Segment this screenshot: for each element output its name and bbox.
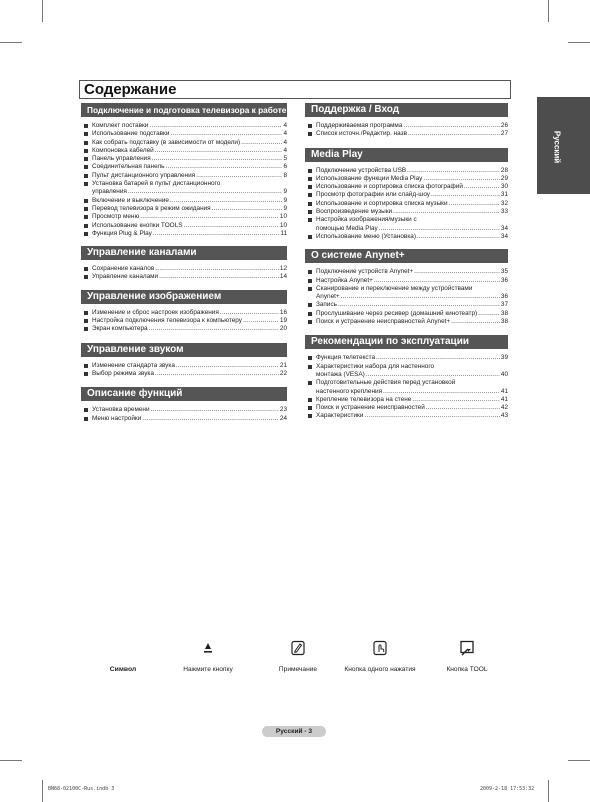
dot-leader xyxy=(426,404,500,412)
toc-page-number: 14 xyxy=(279,273,287,281)
toc-entry-title: Подключение устройств Anynet+ xyxy=(316,268,414,276)
toc-entry[interactable] xyxy=(305,404,508,412)
dot-leader xyxy=(449,200,500,208)
toc-page-number: 21 xyxy=(279,361,287,369)
square-bullet-icon xyxy=(308,185,312,189)
language-side-tab xyxy=(537,97,590,194)
dot-leader xyxy=(151,406,279,414)
toc-page-number: 41 xyxy=(500,387,508,395)
toc-entry[interactable] xyxy=(81,273,287,281)
dot-leader xyxy=(183,222,278,230)
side-tab-label: Русский xyxy=(552,130,562,164)
toc-page-number: 16 xyxy=(279,308,287,316)
toc-entry-title: Поиск и устранение неисправностей Anynet+ xyxy=(316,318,451,326)
toc-entry-title: Установка времени xyxy=(92,406,150,414)
toc-entry-title: Подключение устройства USB xyxy=(316,166,407,174)
toc-section xyxy=(305,103,508,139)
toc-entry[interactable] xyxy=(81,265,287,273)
dot-leader xyxy=(170,197,282,205)
toc-page-number: 34 xyxy=(500,224,508,232)
square-bullet-icon xyxy=(84,311,88,315)
toc-entry-title: Воспроизведение музыки xyxy=(316,208,393,216)
square-bullet-icon xyxy=(308,210,312,214)
dot-leader xyxy=(155,265,279,273)
dot-leader xyxy=(196,172,282,180)
toc-page-number: 5 xyxy=(283,155,287,163)
toc-entry-title: Компоновка кабелей xyxy=(92,146,154,154)
dot-leader xyxy=(166,163,283,171)
square-bullet-icon xyxy=(84,124,88,128)
toc-entry-title-cont: управления xyxy=(92,188,127,196)
dot-leader xyxy=(464,183,500,191)
toc-page-number: 11 xyxy=(280,229,287,237)
dot-leader xyxy=(140,213,279,221)
toc-entry-title: Изменение стандарта звука xyxy=(92,361,175,369)
toc-page-number: 4 xyxy=(283,130,287,138)
dot-leader xyxy=(417,233,500,241)
toc-entry[interactable] xyxy=(81,362,287,370)
square-bullet-icon xyxy=(84,174,88,178)
toc-entry-title-cont: настенного крепления xyxy=(316,387,383,395)
toc-entry-title: Сканирование и переключение между устройствами xyxy=(316,284,473,292)
toc-entry-title-cont: помощью Media Play xyxy=(316,224,378,232)
toc-page-number: 22 xyxy=(279,369,287,377)
toc-section xyxy=(305,249,508,326)
toc-entry[interactable] xyxy=(305,396,508,404)
square-bullet-icon xyxy=(308,414,312,418)
square-bullet-icon xyxy=(84,157,88,161)
toc-page-number: 30 xyxy=(500,183,508,191)
toc-entry-title: Настройка подключения телевизора к компьютеру xyxy=(92,317,242,325)
section-heading: Управление звуком xyxy=(81,343,287,357)
toc-entry[interactable] xyxy=(81,406,287,414)
section-heading: Media Play xyxy=(305,148,508,162)
toc-entry[interactable] xyxy=(305,301,508,309)
toc-entry-title-cont: монтажа (VESA) xyxy=(316,370,365,378)
toc-entry[interactable] xyxy=(81,139,287,147)
dot-leader xyxy=(364,412,500,420)
toc-page-number: 27 xyxy=(500,130,508,138)
symbol-legend xyxy=(0,640,590,680)
toc-entry[interactable] xyxy=(81,213,287,221)
toc-entry[interactable] xyxy=(305,200,508,208)
toc-page-number: 32 xyxy=(500,199,508,207)
toc-page-number: 43 xyxy=(500,412,508,420)
dot-leader xyxy=(403,122,500,130)
dot-leader xyxy=(159,273,279,281)
square-bullet-icon xyxy=(84,215,88,219)
dot-leader xyxy=(376,354,500,362)
toc-section xyxy=(81,387,287,423)
square-bullet-icon xyxy=(308,303,312,307)
dot-leader xyxy=(383,388,500,396)
toc-page-number: 42 xyxy=(500,404,508,412)
dot-leader xyxy=(338,301,500,309)
dot-leader xyxy=(379,225,500,233)
toc-entry[interactable] xyxy=(305,216,508,233)
toc-entry[interactable] xyxy=(81,130,287,138)
dot-leader xyxy=(243,317,279,325)
toc-entry-title: Поиск и устранение неисправностей xyxy=(316,404,425,412)
crop-mark xyxy=(548,0,549,22)
toc-page-number: 9 xyxy=(283,188,287,196)
square-bullet-icon xyxy=(308,202,312,206)
square-bullet-icon xyxy=(308,287,312,291)
square-bullet-icon xyxy=(84,224,88,228)
toc-page-number: 20 xyxy=(279,325,287,333)
toc-entry[interactable] xyxy=(305,412,508,420)
toc-page-number: 36 xyxy=(500,293,508,301)
toc-list xyxy=(305,167,508,242)
toc-page-number: 39 xyxy=(500,354,508,362)
toc-page-number: 9 xyxy=(283,204,287,212)
crop-mark xyxy=(0,760,22,761)
toc-list xyxy=(305,122,508,139)
page-title: Содержание xyxy=(84,81,177,98)
toc-entry[interactable] xyxy=(305,310,508,318)
toc-entry-title: Использование и сортировка списка фотографий xyxy=(316,183,463,191)
legend-label: Нажмите кнопку xyxy=(183,666,233,673)
note-icon xyxy=(290,640,306,656)
toc-page-number: 29 xyxy=(500,174,508,182)
dot-leader xyxy=(408,130,500,138)
toc-section xyxy=(81,290,287,334)
toc-page-number: 34 xyxy=(500,232,508,240)
toc-page-number: 31 xyxy=(500,191,508,199)
crop-mark xyxy=(548,780,549,802)
toc-entry-title: Установка батарей в пульт дистанционного xyxy=(92,180,221,188)
toc-entry-title: Крепление телевизора на стене xyxy=(316,395,412,403)
dot-leader xyxy=(153,230,279,238)
toc-entry-title: Как собрать подставку (в зависимости от модели) xyxy=(92,138,241,146)
crop-mark xyxy=(42,0,43,22)
toc-entry-title: Панель управления xyxy=(92,155,151,163)
toc-list xyxy=(305,268,508,326)
toc-section xyxy=(81,246,287,282)
toc-entry-title: Управление каналами xyxy=(92,273,159,281)
toc-entry-title: Использование меню (Установка) xyxy=(316,232,416,240)
square-bullet-icon xyxy=(308,235,312,239)
toc-page-number: 19 xyxy=(279,317,287,325)
section-heading: Управление изображением xyxy=(81,290,287,304)
toc-page-number: 12 xyxy=(279,265,287,273)
legend-label: Кнопка TOOL xyxy=(446,666,488,673)
dot-leader xyxy=(176,362,279,370)
toc-entry-title: Использование кнопки TOOLS xyxy=(92,221,183,229)
section-heading: Описание функций xyxy=(81,387,287,401)
dot-leader xyxy=(152,155,283,163)
footer-file-info: BN68-02100C-Rus.indb 3 xyxy=(48,786,115,792)
square-bullet-icon xyxy=(308,270,312,274)
toc-entry-title: Экран компьютера xyxy=(92,325,148,333)
toc-entry[interactable] xyxy=(305,285,508,302)
toc-entry-title: Настройка Anynet+ xyxy=(316,276,373,284)
crop-mark xyxy=(568,42,590,43)
toc-entry-title: Перевод телевизора в режим ожидания xyxy=(92,204,211,212)
dot-leader xyxy=(431,191,500,199)
dot-leader xyxy=(478,310,500,318)
toc-page-number: 36 xyxy=(500,276,508,284)
toc-section xyxy=(305,148,508,242)
toc-entry-title: Запись xyxy=(316,301,337,309)
square-bullet-icon xyxy=(308,320,312,324)
toc-page-number: 33 xyxy=(500,208,508,216)
toc-entry[interactable] xyxy=(305,268,508,276)
square-bullet-icon xyxy=(308,381,312,385)
toc-page-number: 10 xyxy=(279,213,287,221)
toc-page-number: 37 xyxy=(500,301,508,309)
dot-leader xyxy=(220,309,279,317)
toc-entry-title: Использование и сортировка списка музыки xyxy=(316,199,448,207)
toc-entry-title: Пульт дистанционного управления xyxy=(92,171,196,179)
legend-label: Примечание xyxy=(278,666,318,673)
toc-entry[interactable] xyxy=(81,415,287,423)
dot-leader xyxy=(366,371,500,379)
square-bullet-icon xyxy=(84,408,88,412)
toc-entry[interactable] xyxy=(305,318,508,326)
square-bullet-icon xyxy=(308,356,312,360)
toc-entry[interactable] xyxy=(305,191,508,199)
press-button-icon xyxy=(200,640,216,656)
toc-entry[interactable] xyxy=(305,277,508,285)
square-bullet-icon xyxy=(308,124,312,128)
square-bullet-icon xyxy=(308,132,312,136)
page-number-badge: Русский - 3 xyxy=(262,726,326,737)
dot-leader xyxy=(241,139,282,147)
toc-entry[interactable] xyxy=(81,122,287,130)
square-bullet-icon xyxy=(84,182,88,186)
dot-leader xyxy=(149,122,282,130)
square-bullet-icon xyxy=(84,199,88,203)
dot-leader xyxy=(155,147,283,155)
toc-entry-title: Функция телетекста xyxy=(316,354,375,362)
section-heading: Управление каналами xyxy=(81,246,287,260)
toc-entry[interactable] xyxy=(305,167,508,175)
toc-section xyxy=(81,343,287,379)
square-bullet-icon xyxy=(84,319,88,323)
square-bullet-icon xyxy=(84,267,88,271)
toc-entry-title: Настройка изображения/музыки с xyxy=(316,216,417,224)
dot-leader xyxy=(142,415,279,423)
toc-list xyxy=(81,122,287,238)
toc-entry-title: Просмотр фотографии или слайд-шоу xyxy=(316,191,431,199)
square-bullet-icon xyxy=(84,364,88,368)
left-column xyxy=(81,103,287,423)
toc-entry[interactable] xyxy=(81,147,287,155)
crop-mark xyxy=(42,780,43,802)
toc-entry[interactable] xyxy=(305,175,508,183)
legend-label: Кнопка одного нажатия xyxy=(344,666,416,673)
crop-mark xyxy=(0,42,22,43)
dot-leader xyxy=(341,293,500,301)
contents-title-box xyxy=(79,80,511,99)
toc-entry-title: Комплект поставки xyxy=(92,122,149,129)
toc-list xyxy=(81,362,287,379)
section-heading: Рекомендации по эксплуатации xyxy=(305,335,508,349)
dot-leader xyxy=(155,370,279,378)
toc-page-number: 10 xyxy=(279,221,287,229)
square-bullet-icon xyxy=(308,406,312,410)
square-bullet-icon xyxy=(308,365,312,369)
footer-timestamp: 2009-2-18 17:53:32 xyxy=(480,786,535,792)
toc-entry-title: Поддерживаемая программа xyxy=(316,122,403,129)
toc-page-number: 38 xyxy=(500,318,508,326)
section-heading: Подключение и подготовка телевизора к работе xyxy=(81,103,287,117)
square-bullet-icon xyxy=(308,193,312,197)
square-bullet-icon xyxy=(308,398,312,402)
square-bullet-icon xyxy=(308,177,312,181)
toc-entry[interactable] xyxy=(305,354,508,362)
dot-leader xyxy=(412,396,500,404)
square-bullet-icon xyxy=(84,275,88,279)
toc-page-number: 4 xyxy=(283,138,287,146)
toc-entry-title: Прослушивание через ресивер (домашний кинотеатр) xyxy=(316,309,478,317)
toc-entry[interactable] xyxy=(81,317,287,325)
legend-symbol-label xyxy=(108,666,138,673)
toc-page-number: 4 xyxy=(283,146,287,154)
toc-page-number: 6 xyxy=(283,163,287,171)
toc-entry[interactable] xyxy=(81,197,287,205)
toc-entry-title: Меню настройки xyxy=(92,414,142,422)
toc-page-number: 8 xyxy=(283,171,287,179)
toc-page-number: 23 xyxy=(279,406,287,414)
symbol-label-text: Символ xyxy=(109,666,137,673)
section-heading: Поддержка / Вход xyxy=(305,103,508,117)
toc-entry[interactable] xyxy=(81,370,287,378)
toc-entry-title: Список источн./Редактир. назв xyxy=(316,130,407,138)
toc-list xyxy=(81,406,287,423)
toc-page-number: 38 xyxy=(500,309,508,317)
toc-entry[interactable] xyxy=(81,309,287,317)
toc-section xyxy=(81,103,287,238)
right-column xyxy=(305,103,508,421)
square-bullet-icon xyxy=(84,141,88,145)
square-bullet-icon xyxy=(84,232,88,236)
toc-page-number: 41 xyxy=(500,395,508,403)
square-bullet-icon xyxy=(84,417,88,421)
toc-entry-title: Использование подставки xyxy=(92,130,170,138)
toc-entry[interactable] xyxy=(81,325,287,333)
dot-leader xyxy=(374,277,500,285)
toc-page-number: 24 xyxy=(279,414,287,422)
square-bullet-icon xyxy=(308,169,312,173)
toc-list xyxy=(81,265,287,282)
toc-entry[interactable] xyxy=(305,122,508,130)
toc-entry-title: Соединительная панель xyxy=(92,163,165,171)
dot-leader xyxy=(170,130,282,138)
toc-entry-title: Характеристики набора для настенного xyxy=(316,362,435,370)
tool-button-icon xyxy=(459,640,475,656)
toc-page-number: 9 xyxy=(283,196,287,204)
toc-list xyxy=(81,309,287,334)
toc-entry[interactable] xyxy=(81,180,287,197)
square-bullet-icon xyxy=(308,312,312,316)
square-bullet-icon xyxy=(308,279,312,283)
toc-entry-title: Просмотр меню xyxy=(92,213,140,221)
dot-leader xyxy=(128,188,283,196)
square-bullet-icon xyxy=(84,132,88,136)
toc-entry-title: Сохранение каналов xyxy=(92,265,155,273)
toc-entry-title: Использование функции Media Play xyxy=(316,174,423,182)
toc-entry-title-cont: Anynet+ xyxy=(316,293,340,301)
toc-entry-title: Выбор режима звука xyxy=(92,369,154,377)
toc-entry-title: Характеристики xyxy=(316,412,364,420)
square-bullet-icon xyxy=(84,165,88,169)
square-bullet-icon xyxy=(84,327,88,331)
toc-entry[interactable] xyxy=(305,363,508,380)
dot-leader xyxy=(414,268,500,276)
crop-mark xyxy=(568,760,590,761)
toc-page-number: 28 xyxy=(500,166,508,174)
toc-entry[interactable] xyxy=(305,130,508,138)
square-bullet-icon xyxy=(84,207,88,211)
toc-entry[interactable] xyxy=(81,172,287,180)
dot-leader xyxy=(451,318,500,326)
dot-leader xyxy=(212,205,283,213)
dot-leader xyxy=(149,325,279,333)
toc-entry[interactable] xyxy=(305,379,508,396)
toc-entry[interactable] xyxy=(81,230,287,238)
toc-entry-title: Включение и выключение xyxy=(92,196,169,204)
toc-entry-title: Изменение и сброс настроек изображения xyxy=(92,308,219,316)
toc-entry[interactable] xyxy=(81,163,287,171)
toc-section xyxy=(305,335,508,420)
toc-page-number: 40 xyxy=(500,370,508,378)
toc-entry[interactable] xyxy=(81,222,287,230)
one-touch-button-icon xyxy=(372,640,388,656)
toc-page-number: 4 xyxy=(283,122,287,129)
toc-entry-title: Подготовительные действия перед установкой xyxy=(316,379,456,387)
toc-page-number: 35 xyxy=(500,268,508,276)
dot-leader xyxy=(407,167,500,175)
toc-entry[interactable] xyxy=(81,155,287,163)
square-bullet-icon xyxy=(308,218,312,222)
toc-entry[interactable] xyxy=(305,233,508,241)
square-bullet-icon xyxy=(84,372,88,376)
toc-entry-title: Функция Plug & Play xyxy=(92,229,152,237)
toc-list xyxy=(305,354,508,420)
toc-page-number: 26 xyxy=(500,122,508,129)
section-heading: О системе Anynet+ xyxy=(305,249,508,263)
dot-leader xyxy=(423,175,500,183)
toc-entry[interactable] xyxy=(81,205,287,213)
square-bullet-icon xyxy=(84,149,88,153)
